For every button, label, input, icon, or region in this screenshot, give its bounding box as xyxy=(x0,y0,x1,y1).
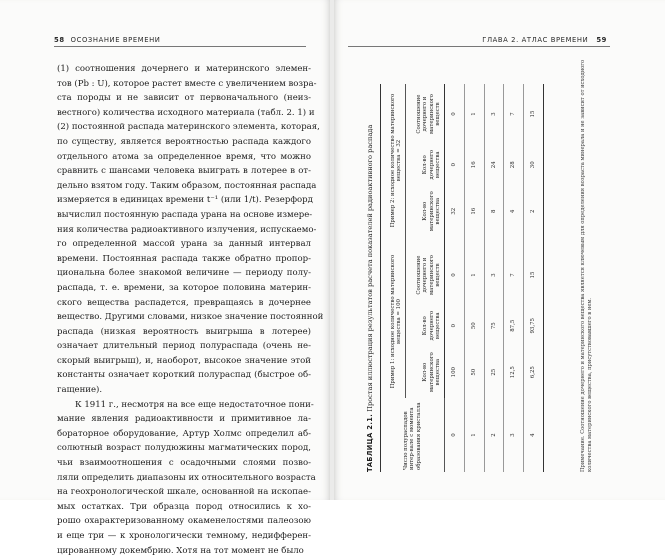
table-caption xyxy=(366,84,375,472)
body-line: бораторное оборудование, Артур Холмс определил аб- xyxy=(57,428,311,439)
body-line: скорый выигрыш), и, наоборот, высокое значение этой xyxy=(57,355,311,366)
table-cell: 0 xyxy=(451,273,458,277)
page-number-right: 59 xyxy=(596,36,607,44)
table-cell: 87,5 xyxy=(510,319,517,332)
body-line: распада (низкая вероятность выигрыша в лотерее) xyxy=(57,326,311,337)
table-cell: 93,75 xyxy=(530,318,537,334)
sub-header-ratio-1: Соотношение дочернего и материнского веществ xyxy=(406,245,445,305)
table-row xyxy=(445,84,465,472)
body-line: рошо охарактеризованному окаменелостями палеозою xyxy=(57,516,311,527)
table-cell: 75 xyxy=(490,322,497,330)
body-line: К 1911 г., несмотря на все еще недостаточное пони- xyxy=(75,399,314,410)
table-cell: 4 xyxy=(530,433,537,437)
body-line: на геохронологической шкале, основанной на ископае- xyxy=(57,487,311,498)
body-line: сравнить с шансами человека выиграть в лотерее в от- xyxy=(57,166,311,177)
table-row xyxy=(524,84,544,472)
group1-header: Пример 1: исходное количество материнского вещества = 100 xyxy=(381,245,406,398)
left-page xyxy=(0,0,330,556)
right-page xyxy=(334,0,665,500)
body-line: го определенной массой урана за данный интервал xyxy=(57,239,311,250)
body-line: ста породы и не зависит от первоначального (неиз- xyxy=(57,93,311,104)
body-line: (1) соотношения дочернего и материнского элемен- xyxy=(57,64,311,74)
table-body xyxy=(445,84,544,472)
table-cell: 3 xyxy=(510,433,517,437)
table-cell: 50 xyxy=(470,322,477,330)
body-line: означает длительный период полураспада (очень не- xyxy=(57,341,311,352)
table-row xyxy=(504,84,524,472)
table-cell: 0 xyxy=(451,324,458,328)
running-header-right xyxy=(482,36,607,44)
body-line: чьи взаимоотношения с осадочными слоями позво- xyxy=(57,458,311,469)
table-cell: 12,5 xyxy=(510,366,517,379)
table-cell: 6,25 xyxy=(530,366,537,379)
body-line: вестного) количества исходного материала (табл. 2. 1) и xyxy=(57,107,315,118)
body-line: дельно взятом году. Таким образом, постоянная распада xyxy=(57,180,317,191)
header-rule-right xyxy=(348,46,610,47)
body-text xyxy=(57,62,324,558)
decay-table xyxy=(380,84,544,472)
table-cell: 3 xyxy=(490,112,497,116)
body-line: ского вещества распадется, превращаясь в дочернее xyxy=(57,297,311,308)
table-cell: 16 xyxy=(470,161,477,169)
table-label: ТАБЛИЦА 2.1. xyxy=(366,413,374,472)
table-cell: 2 xyxy=(490,433,497,437)
body-line: и еще три — к хронологически темному, недифферен- xyxy=(57,531,311,541)
col-half-lives-header: Число полураспадов интер-вале с момента образования кристалла xyxy=(381,398,445,472)
table-cell: 0 xyxy=(451,112,458,116)
table-cell: 28 xyxy=(510,161,517,169)
table-cell: 0 xyxy=(451,433,458,437)
table-cell: 3 xyxy=(490,273,497,277)
table-note-line: количества материнского вещества, присутствовавшего в нем. xyxy=(586,297,593,472)
table-cell: 1 xyxy=(470,112,477,116)
running-header-left xyxy=(54,36,161,44)
table-cell: 24 xyxy=(490,161,497,169)
body-line: отдельного атома за определенное время, что можно xyxy=(57,151,311,162)
body-line: по существу, является вероятностью распада каждого xyxy=(57,136,311,147)
body-line: солютный возраст полудюжины магматических пород, xyxy=(57,443,311,454)
body-line: циональна более знакомой величине — периоду полу- xyxy=(57,268,311,279)
table-note xyxy=(580,59,594,472)
body-line: ния количества радиоактивного излучения, испускаемо- xyxy=(57,224,317,235)
table-cell: 50 xyxy=(470,368,477,376)
header-rule-left xyxy=(54,46,306,47)
group2-header: Пример 2: исходное количество материнского вещества = 32 xyxy=(381,84,406,237)
body-line: цированному докембрию. Хотя на тот момент не было xyxy=(57,545,304,556)
body-line: константы означает короткий полураспад (быстрое об- xyxy=(57,370,311,381)
table-cell: 15 xyxy=(530,271,537,279)
table-cell: 4 xyxy=(510,209,517,213)
table-cell: 7 xyxy=(510,112,517,116)
table-cell: 8 xyxy=(490,209,497,213)
table-cell: 0 xyxy=(451,163,458,167)
table-cell: 2 xyxy=(530,209,537,213)
table-cell: 1 xyxy=(470,273,477,277)
table-caption-text: Простая иллюстрация результатов расчета показателей радиоактивного распада xyxy=(366,124,374,412)
page-number-left: 58 xyxy=(54,36,65,44)
table-cell: 100 xyxy=(451,367,458,378)
body-line: мание явления радиоактивности и примитивное ла- xyxy=(57,414,311,425)
table-cell: 32 xyxy=(451,207,458,215)
body-line: (2) постоянной распада материнского элемента, которая, xyxy=(57,122,320,133)
body-line: времени. Постоянная распада также обратно пропор- xyxy=(57,253,311,264)
body-line: тов (Pb : U), которое растет вместе с увеличением возра- xyxy=(57,78,317,89)
table-cell: 1 xyxy=(470,433,477,437)
table-row xyxy=(484,84,504,472)
body-line: измеряется в единицах времени t⁻¹ (или 1/t). Резерфорд xyxy=(57,195,313,206)
table-cell: 7 xyxy=(510,273,517,277)
body-line: распада, т. е. времени, за которое половина материн- xyxy=(57,282,311,293)
table-row xyxy=(464,84,484,472)
body-line: ляли определить диапазоны их относительного возраста xyxy=(57,472,316,483)
rotated-table-block xyxy=(366,59,612,472)
sub-header-daughter-2: Кол-во дочернего вещества xyxy=(406,144,445,185)
running-title-left: ОСОЗНАНИЕ ВРЕМЕНИ xyxy=(70,36,161,44)
chapter-title: АТЛАС ВРЕМЕНИ xyxy=(521,36,589,44)
table-cell: 30 xyxy=(530,161,537,169)
chapter-label: ГЛАВА 2. xyxy=(482,36,519,44)
body-line: вещество. Другими словами, низкое значение постоянной xyxy=(57,312,324,323)
table-cell: 25 xyxy=(490,368,497,376)
body-line: мых остатках. Три образца пород относились к хо- xyxy=(57,501,311,512)
table-note-line: Примечание. Соотношение дочернего и материнского вещества является ключевым для определения возраста минерала и не зависит от исходного xyxy=(580,59,586,472)
sub-header-daughter-1: Кол-во дочернего вещества xyxy=(406,305,445,346)
body-line: гащение). xyxy=(57,385,103,396)
table-cell: 16 xyxy=(470,207,477,215)
sub-header-parent-2: Кол-во материнского вещества xyxy=(406,185,445,237)
sub-header-ratio-2: Соотношение дочернего и материнского веществ xyxy=(406,84,445,144)
sub-header-parent-1: Кол-во материнского вещества xyxy=(406,346,445,398)
body-line: вычислил постоянную распада урана на основе измере- xyxy=(57,209,313,220)
table-cell: 15 xyxy=(530,110,537,118)
